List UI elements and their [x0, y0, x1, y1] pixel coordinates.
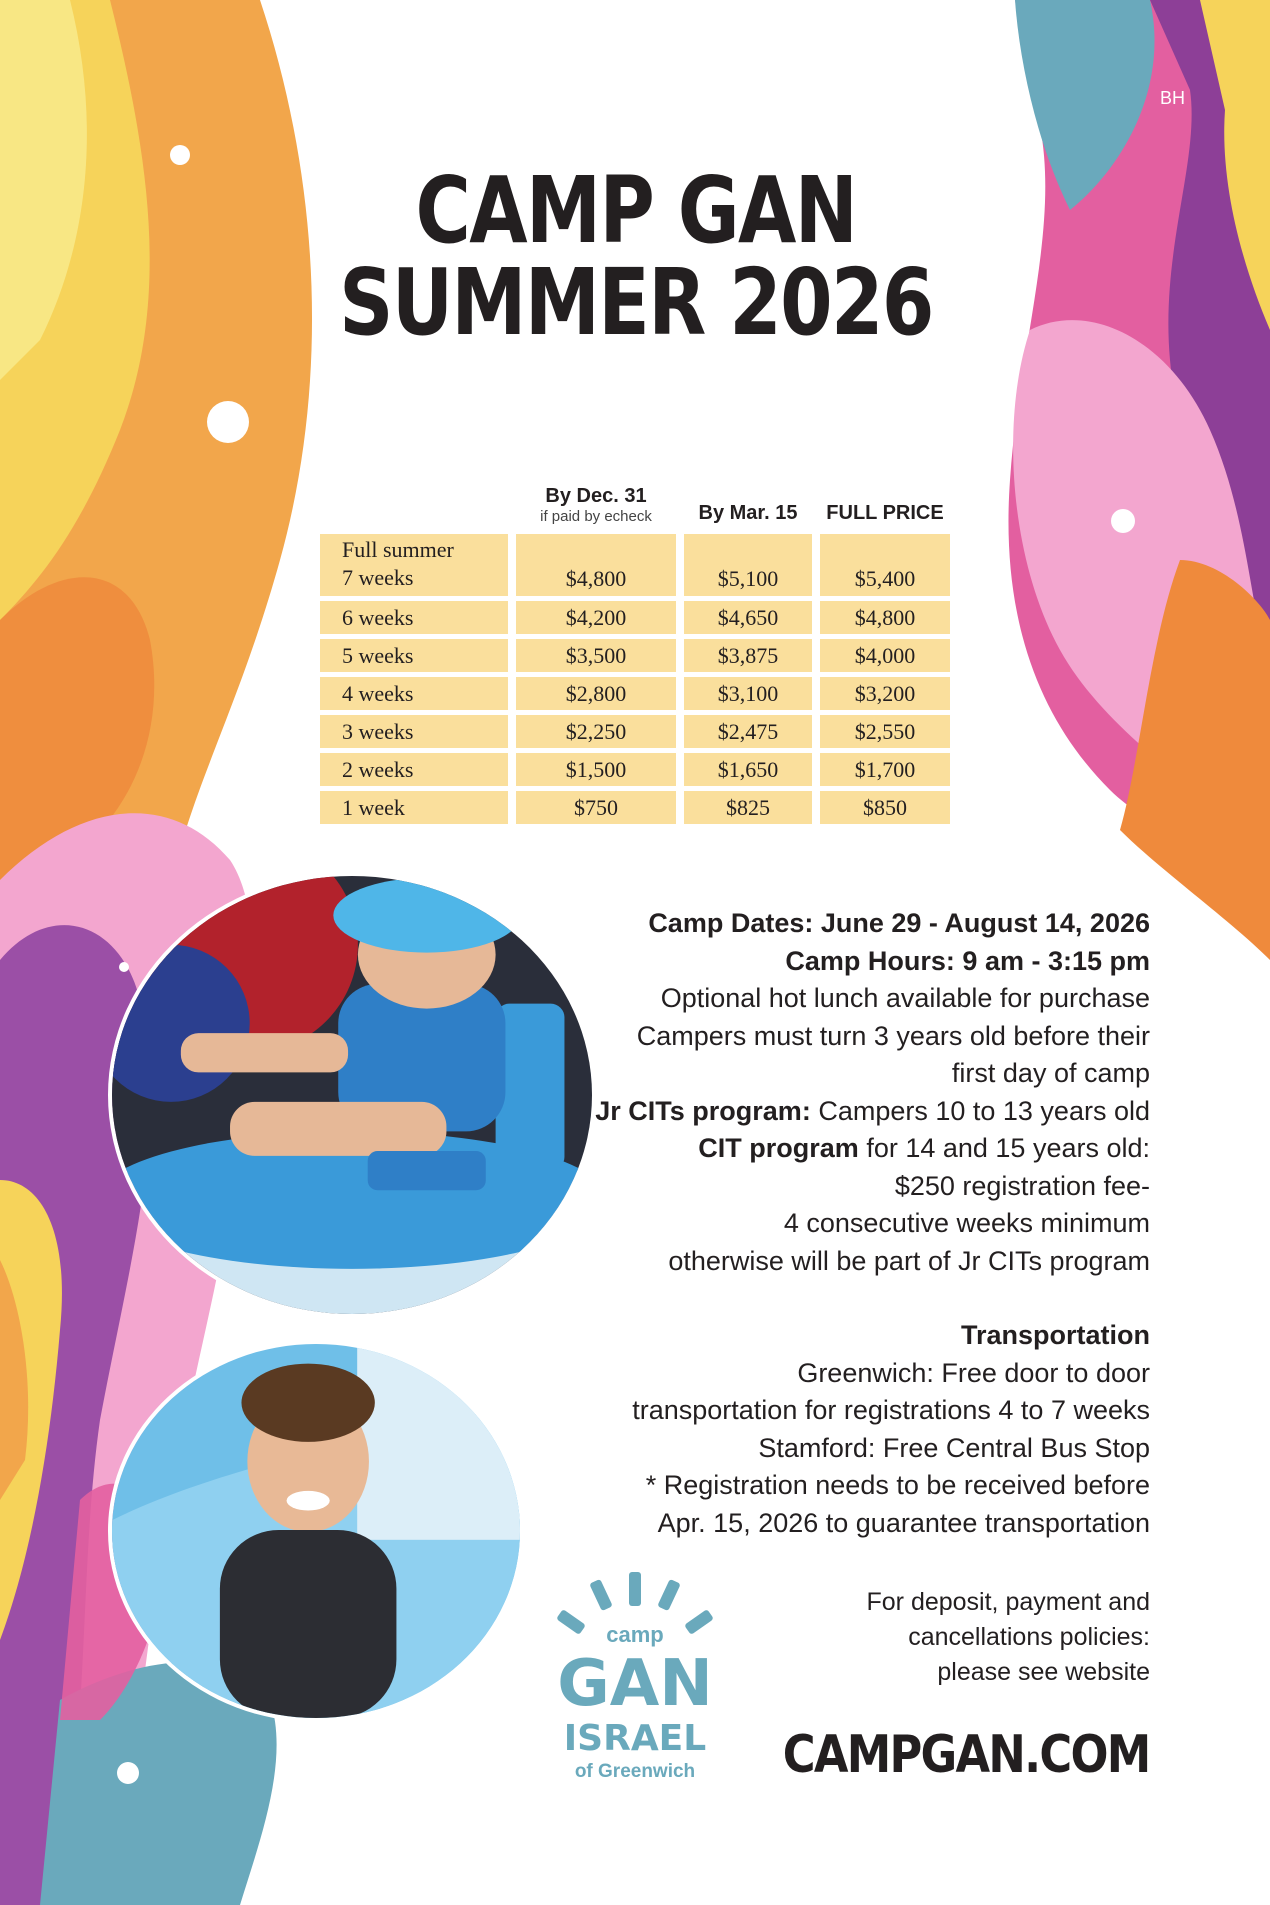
- cit-minimum: 4 consecutive weeks minimum: [783, 1208, 1150, 1238]
- table-row: [320, 601, 950, 634]
- cit-line: [590, 1130, 1150, 1168]
- duration-cell: 3 weeks: [320, 715, 508, 748]
- duration-cell: 1 week: [320, 791, 508, 824]
- duration-cell: 4 weeks: [320, 677, 508, 710]
- age-note-line-1: Campers must turn 3 years old before their: [636, 1020, 1150, 1051]
- pricing-header-row: [320, 485, 950, 529]
- duration-line-2: 7 weeks: [342, 565, 414, 590]
- website-link[interactable]: CAMPGAN.COM: [783, 1725, 1150, 1785]
- lunch-note: Optional hot lunch available for purchase: [660, 983, 1150, 1013]
- cit-text: for 14 and 15 years old:: [858, 1133, 1150, 1163]
- duration-cell: 2 weeks: [320, 753, 508, 786]
- camp-details: [590, 905, 1150, 1542]
- price-mar-15: $825: [684, 791, 812, 824]
- price-full: $2,550: [820, 715, 950, 748]
- policy-line-1: For deposit, payment and: [866, 1588, 1150, 1616]
- camp-gan-logo: [535, 1570, 735, 1790]
- spacer: [590, 1280, 1150, 1317]
- price-dec-31: $1,500: [516, 753, 676, 786]
- cit-label: CIT program: [698, 1133, 859, 1163]
- header-by-dec-31-label: By Dec. 31: [545, 485, 647, 507]
- cit-otherwise: otherwise will be part of Jr CITs program: [668, 1245, 1150, 1276]
- table-row: [320, 715, 950, 748]
- table-row: [320, 753, 950, 786]
- camp-hours: Camp Hours: 9 am - 3:15 pm: [785, 945, 1150, 976]
- jr-cit-label: Jr CITs program:: [595, 1095, 811, 1126]
- camp-dates: Camp Dates: June 29 - August 14, 2026: [648, 908, 1150, 938]
- logo-of-greenwich: of Greenwich: [574, 1761, 696, 1782]
- transportation-line-5: Apr. 15, 2026 to guarantee transportation: [657, 1507, 1150, 1538]
- transportation-line-3: Stamford: Free Central Bus Stop: [758, 1432, 1150, 1463]
- page-title: [115, 157, 1156, 356]
- duration-line-1: Full summer: [342, 537, 454, 562]
- policy-note: [750, 1585, 1150, 1690]
- policy-line-3: please see website: [937, 1658, 1150, 1686]
- logo-gan: GAN: [557, 1647, 713, 1721]
- price-mar-15: $2,475: [684, 715, 812, 748]
- photo-bumper-boat: [108, 872, 596, 1318]
- price-full: $3,200: [820, 677, 950, 710]
- header-by-mar-15: By Mar. 15: [698, 502, 798, 524]
- price-full: $4,000: [820, 639, 950, 672]
- duration-cell: [320, 534, 508, 596]
- header-duration: [320, 485, 508, 529]
- policy-line-2: cancellations policies:: [908, 1623, 1150, 1651]
- duration-cell: 6 weeks: [320, 601, 508, 634]
- price-dec-31: $3,500: [516, 639, 676, 672]
- price-full: $4,800: [820, 601, 950, 634]
- title-line-2: SUMMER 2026: [339, 249, 933, 356]
- price-mar-15: $4,650: [684, 601, 812, 634]
- table-row: [320, 639, 950, 672]
- transportation-line-4: * Registration needs to be received before: [645, 1470, 1150, 1500]
- corner-mark: BH: [1160, 88, 1186, 108]
- pricing-table: [312, 480, 958, 829]
- photo-smiling-child: [108, 1340, 524, 1722]
- price-dec-31: $2,250: [516, 715, 676, 748]
- price-full: $1,700: [820, 753, 950, 786]
- age-note-line-2: first day of camp: [951, 1058, 1150, 1088]
- price-mar-15: $3,875: [684, 639, 812, 672]
- price-mar-15: $1,650: [684, 753, 812, 786]
- price-full: $850: [820, 791, 950, 824]
- price-mar-15: $5,100: [684, 534, 812, 596]
- transportation-heading: Transportation: [960, 1320, 1150, 1350]
- transportation-line-2: transportation for registrations 4 to 7 weeks: [632, 1395, 1150, 1425]
- jr-cit-text: Campers 10 to 13 years old: [810, 1095, 1150, 1126]
- header-echeck-note: if paid by echeck: [540, 508, 652, 525]
- price-mar-15: $3,100: [684, 677, 812, 710]
- price-full: $5,400: [820, 534, 950, 596]
- logo-camp: camp: [606, 1622, 664, 1647]
- cit-fee: $250 registration fee-: [894, 1170, 1150, 1201]
- transportation-line-1: Greenwich: Free door to door: [797, 1357, 1150, 1388]
- title-line-1: CAMP GAN: [415, 157, 857, 264]
- duration-cell: 5 weeks: [320, 639, 508, 672]
- price-dec-31: $4,800: [516, 534, 676, 596]
- header-full-price: FULL PRICE: [826, 502, 944, 524]
- price-dec-31: $4,200: [516, 601, 676, 634]
- price-dec-31: $750: [516, 791, 676, 824]
- table-row: [320, 791, 950, 824]
- price-dec-31: $2,800: [516, 677, 676, 710]
- jr-cit-line: [590, 1093, 1150, 1131]
- logo-israel: ISRAEL: [563, 1718, 707, 1759]
- table-row: [320, 534, 950, 596]
- table-row: [320, 677, 950, 710]
- header-by-dec-31: [516, 485, 676, 529]
